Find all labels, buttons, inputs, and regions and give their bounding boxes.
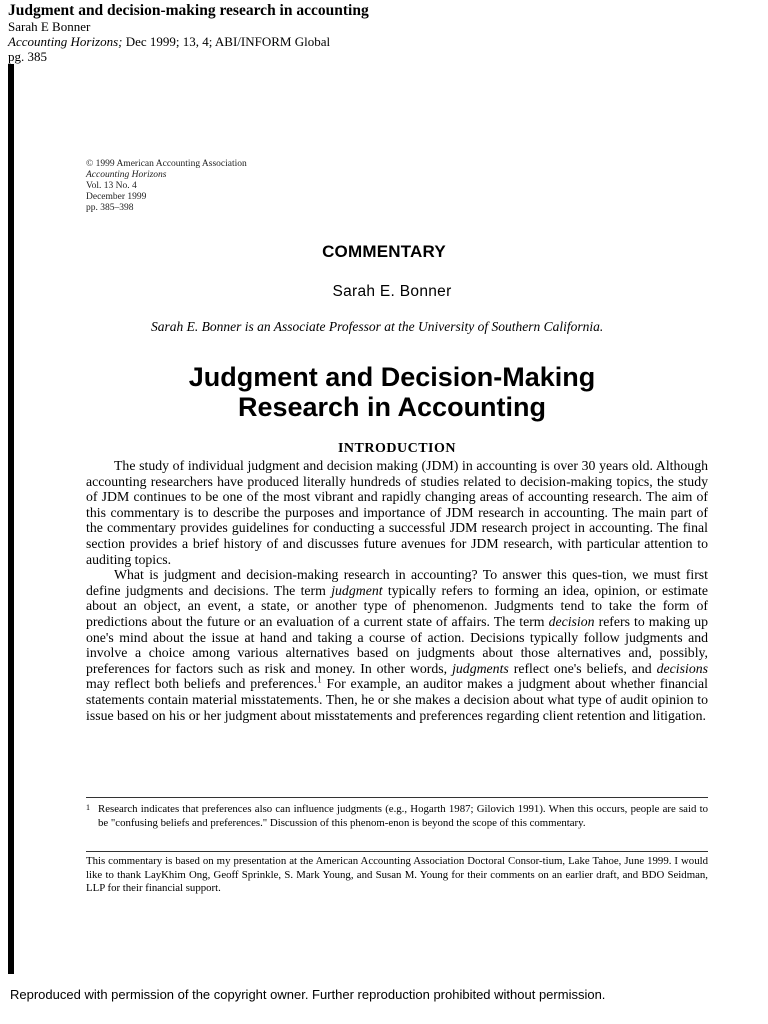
scan-margin-bar (8, 64, 14, 974)
term-decisions: decisions (656, 660, 708, 676)
article-title (0, 362, 768, 422)
paragraph-2-text-f: For example, an auditor makes a judgment about whether financial statements contain material misstatements. Then, he or she makes a decision about what type of audit opinion to issue based on his or her judgment about misstatements and preferences regarding client retention and litigation. (86, 676, 708, 723)
meta-copyright: © 1999 American Accounting Association (86, 159, 247, 169)
header-citation: Dec 1999; 13, 4; ABI/INFORM Global (122, 34, 331, 49)
footnote (86, 803, 708, 830)
acknowledgment-note: This commentary is based on my presentation at the American Accounting Association Doctoral Consor-tium, Lake Tahoe, June 1999. I would like to thank LayKhim Ong, Geoff Sprinkle, S. Mark Young, and Susan M. Young for their comments on an earlier draft, and BDO Seidman, LLP for their financial support. (86, 855, 708, 894)
footnote-mark: 1 (86, 803, 90, 812)
term-judgment: judgment (331, 582, 383, 598)
citation-header (8, 2, 748, 64)
section-label: COMMENTARY (322, 242, 446, 261)
paragraph-2-text-c: refers to making up one's mind about the issue at hand and taking a course of action. Decisions typically follow judgments and involve a choice among various alternatives based on judgments about those alternatives and, possibly, preferences for factors such as risk and money. In other words, (86, 613, 708, 676)
term-judgments: judgments (452, 660, 509, 676)
article-title-line-1: Judgment and Decision-Making (188, 362, 596, 392)
reproduction-notice: Reproduced with permission of the copyright owner. Further reproduction prohibited without permission. (10, 987, 606, 1002)
header-source (8, 34, 748, 49)
meta-volume: Vol. 13 No. 4 (86, 181, 137, 191)
author-name: Sarah E. Bonner (332, 283, 452, 300)
article-body (86, 440, 708, 723)
term-decision: decision (548, 613, 595, 629)
article-title-line-2: Research in Accounting (237, 392, 547, 422)
header-journal: Accounting Horizons; (8, 34, 123, 49)
meta-journal: Accounting Horizons (86, 170, 167, 180)
article-title-header: Judgment and decision-making research in accounting (8, 2, 369, 19)
meta-date: December 1999 (86, 192, 147, 202)
footnote-reference[interactable]: 1 (317, 674, 322, 685)
footnote-text: Research indicates that preferences also can influence judgments (e.g., Hogarth 1987; Gilovich 1991). When this occurs, people are said to be "confusing beliefs and preferences." Discussion of this phenom-enon is beyond the scope of this commentary. (98, 803, 708, 829)
author-affiliation: Sarah E. Bonner is an Associate Professor at the University of Southern California. (151, 319, 604, 334)
header-page: pg. 385 (8, 49, 47, 64)
journal-metadata (86, 159, 247, 214)
meta-pages: pp. 385–398 (86, 203, 134, 213)
paragraph-1: The study of individual judgment and decision making (JDM) in accounting is over 30 years old. Although accounting researchers have produced literally hundreds of studies related to decision-making topics, the study of JDM continues to be one of the most vibrant and rapidly changing areas of accounting research. The aim of this commentary is to describe the purposes and importance of JDM research in accounting. The main part of the commentary provides guidelines for conducting a successful JDM research project in accounting. The final section provides a brief history of and discusses future avenues for JDM research, with particular attention to auditing topics. (86, 458, 708, 567)
footnote-divider (86, 797, 708, 798)
paragraph-2-text-d: reflect one's beliefs, and (508, 660, 657, 676)
paragraph-2-text-a: What is judgment and decision-making research in accounting? To answer this ques-tion, we must first define judgments and decisions. The term (86, 567, 708, 598)
paragraph-2-text-b: typically refers to forming an idea, opinion, or estimate about an object, an event, a state, or another type of phenomenon. Judgments tend to take the form of predictions about the future or an evaluation of a current state of affairs. The term (86, 582, 708, 629)
paragraph-2-text-e: may reflect both beliefs and preferences. (86, 676, 318, 692)
header-author: Sarah E Bonner (8, 19, 91, 34)
acknowledgment-divider (86, 851, 708, 852)
paragraph-2 (86, 567, 708, 723)
section-heading-introduction: INTRODUCTION (337, 441, 456, 456)
